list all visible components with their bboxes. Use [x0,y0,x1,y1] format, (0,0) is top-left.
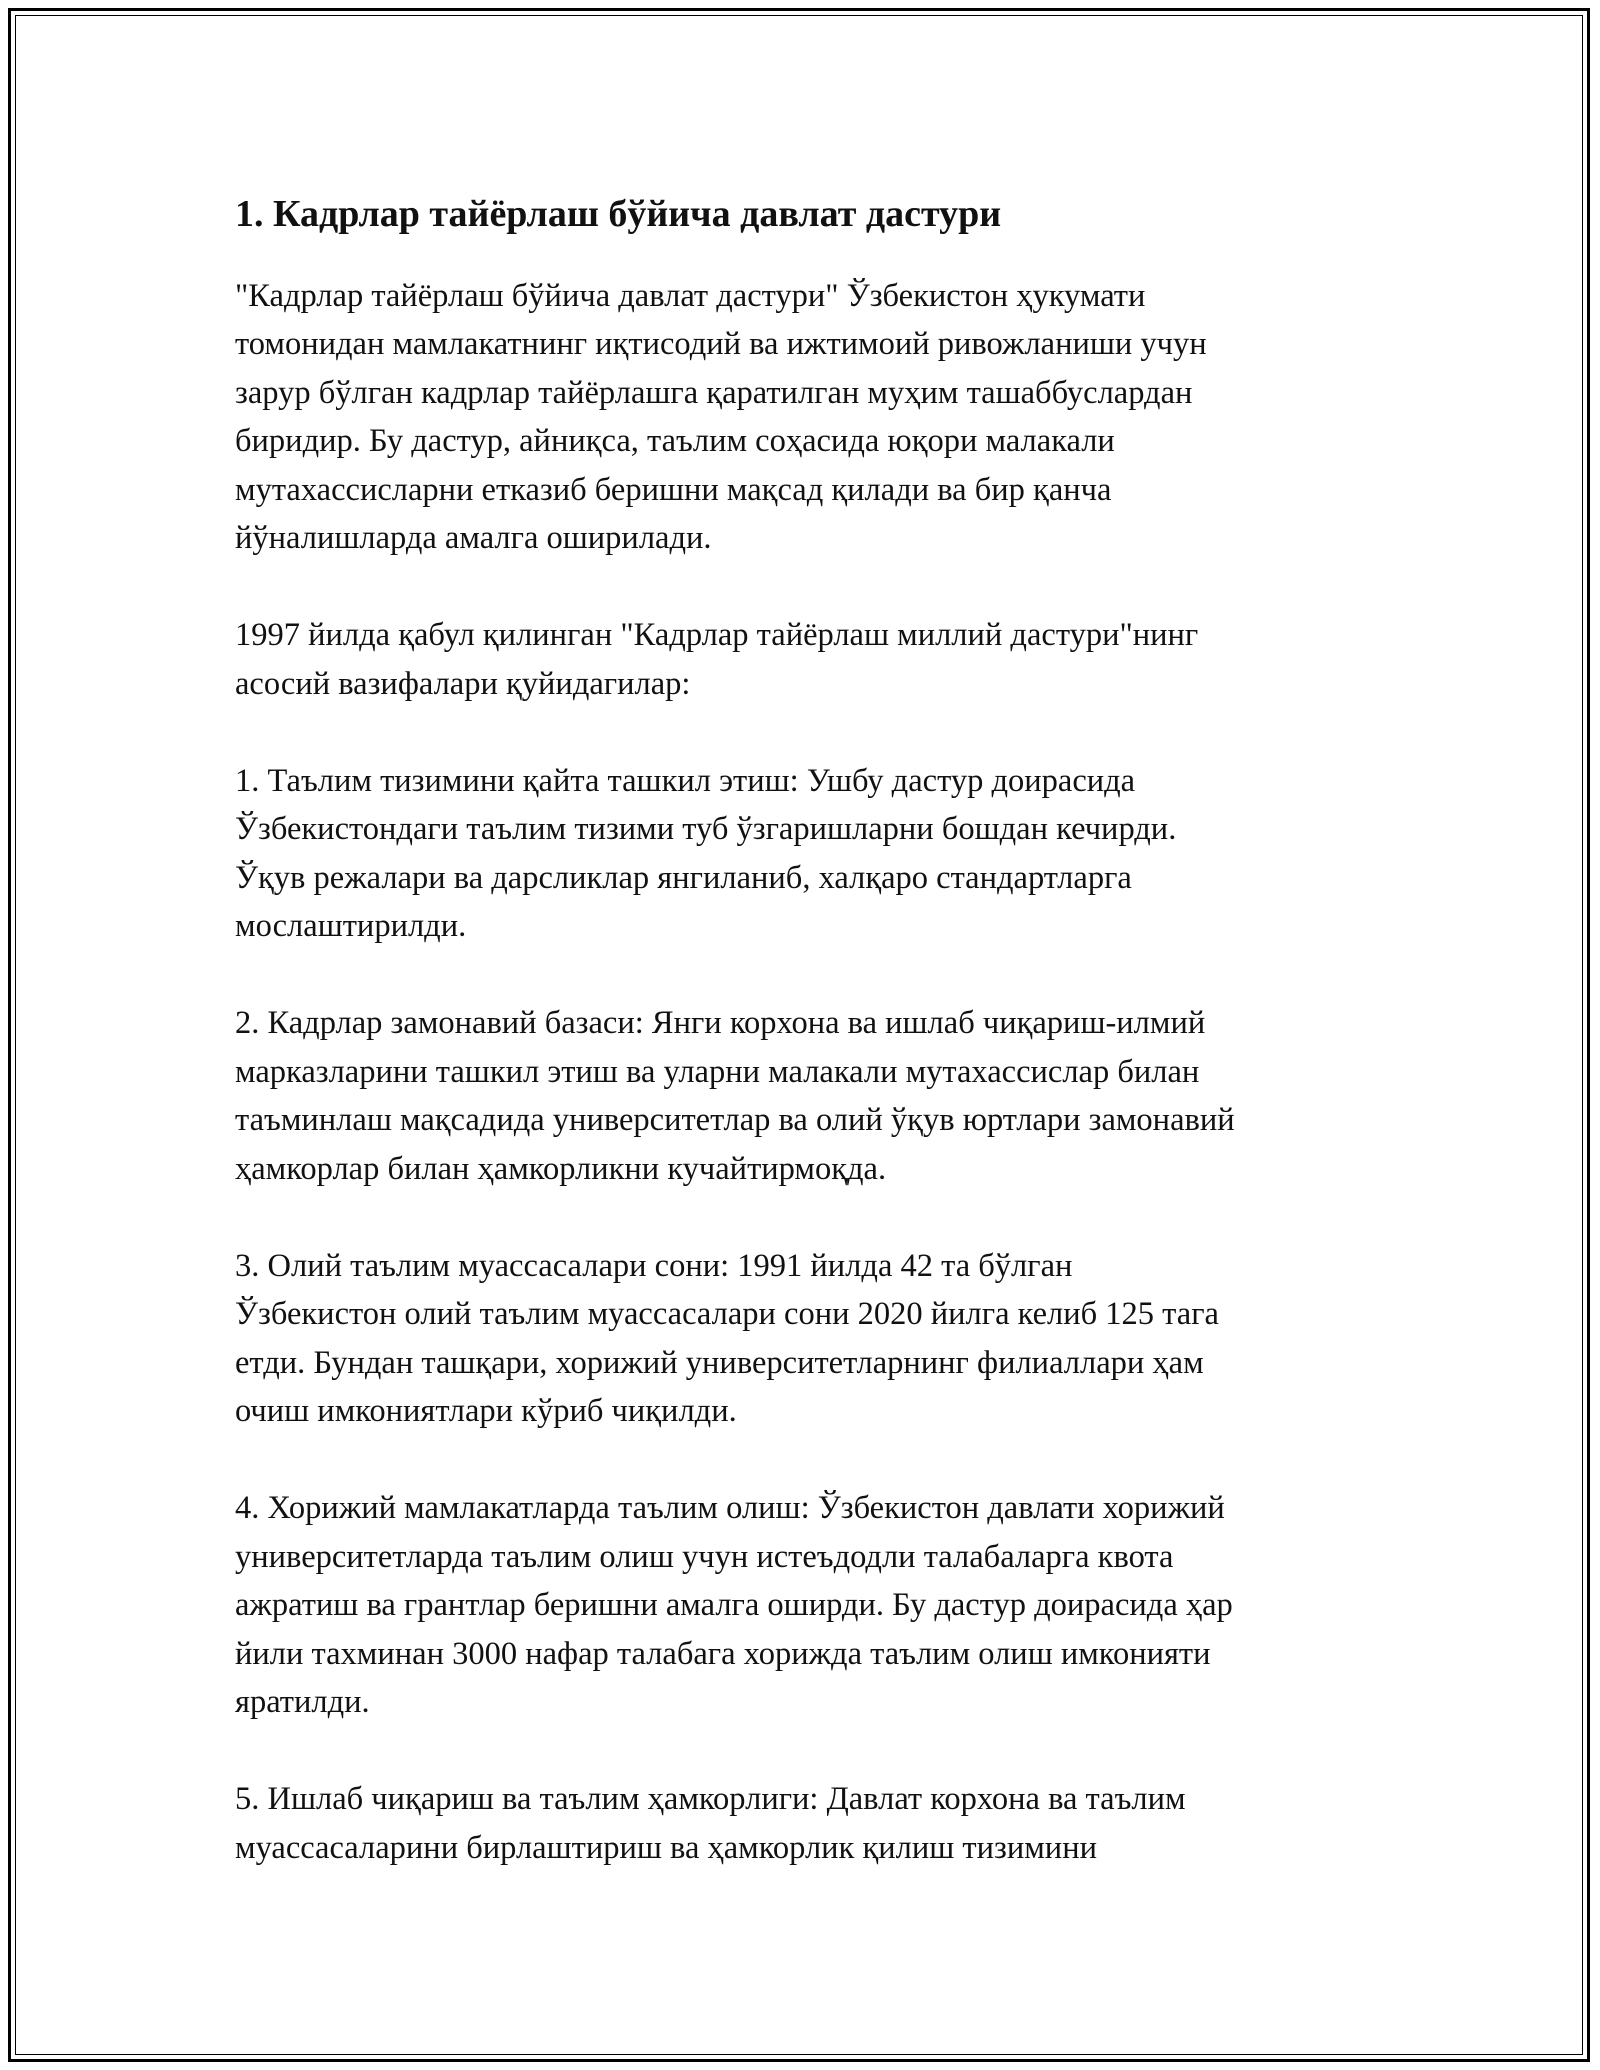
paragraph-item-4 [235,1484,1395,1727]
paragraph-item-3 [235,1242,1395,1436]
text-line: 1997 йилда қабул қилинган "Кадрлар тайёрлаш миллий дастури"нинг [235,617,1199,654]
paragraph-item-1 [235,757,1395,951]
text-line: биридир. Бу дастур, айниқса, таълим соҳасида юқори малакали [235,423,1115,460]
document-body [235,180,1395,1921]
paragraph-tasks-intro [235,611,1395,708]
text-line: 1. Таълим тизимини қайта ташкил этиш: Ушбу дастур доирасида [235,762,1136,799]
text-line: асосий вазифалари қуйидагилар: [235,665,691,702]
text-line: йили тахминан 3000 нафар талабага хорижда таълим олиш имконияти [235,1635,1211,1672]
text-line: ажратиш ва грантлар беришни амалга оширди. Бу дастур доирасида ҳар [235,1587,1233,1624]
text-line: марказларини ташкил этиш ва уларни малакали мутахассислар билан [235,1053,1200,1090]
text-line: 3. Олий таълим муассасалари сони: 1991 йилда 42 та бўлган [235,1247,1073,1284]
text-line: муассасаларини бирлаштириш ва ҳамкорлик қилиш тизимини [235,1829,1097,1866]
text-line: ҳамкорлар билан ҳамкорликни кучайтирмоқда. [235,1150,887,1187]
text-line: мослаштирилди. [235,908,467,945]
text-line: университетларда таълим олиш учун истеъдодли талабаларга квота [235,1538,1174,1575]
paragraph-intro [235,272,1395,563]
text-line: 5. Ишлаб чиқариш ва таълим ҳамкорлиги: Давлат корхона ва таълим [235,1781,1186,1818]
text-line: очиш имкониятлари кўриб чиқилди. [235,1393,737,1430]
text-line: 2. Кадрлар замонавий базаси: Янги корхона ва ишлаб чиқариш-илмий [235,1005,1206,1042]
text-line: "Кадрлар тайёрлаш бўйича давлат дастури" Ўзбекистон ҳукумати [235,277,1146,314]
text-line: 4. Хорижий мамлакатларда таълим олиш: Ўзбекистон давлати хорижий [235,1490,1225,1527]
text-line: зарур бўлган кадрлар тайёрлашга қаратилган муҳим ташаббуслардан [235,374,1193,411]
text-line: яратилди. [235,1684,370,1721]
text-line: таъминлаш мақсадида университетлар ва олий ўқув юртлари замонавий [235,1102,1235,1139]
paragraph-item-5 [235,1775,1395,1872]
document-title: 1. Кадрлар тайёрлаш бўйича давлат дастури [235,193,1002,235]
text-line: Ўқув режалари ва дарсликлар янгиланиб, халқаро стандартларга [235,859,1132,896]
text-line: Ўзбекистон олий таълим муассасалари сони 2020 йилга келиб 125 тага [235,1296,1219,1333]
text-line: томонидан мамлакатнинг иқтисодий ва ижтимоий ривожланиши учун [235,326,1207,363]
paragraph-item-2 [235,999,1395,1193]
text-line: йўналишларда амалга оширилади. [235,520,712,557]
text-line: Ўзбекистондаги таълим тизими туб ўзгаришларни бошдан кечирди. [235,811,1177,848]
text-line: етди. Бундан ташқари, хорижий университетларнинг филиаллари ҳам [235,1344,1204,1381]
text-line: мутахассисларни етказиб беришни мақсад қилади ва бир қанча [235,471,1112,508]
